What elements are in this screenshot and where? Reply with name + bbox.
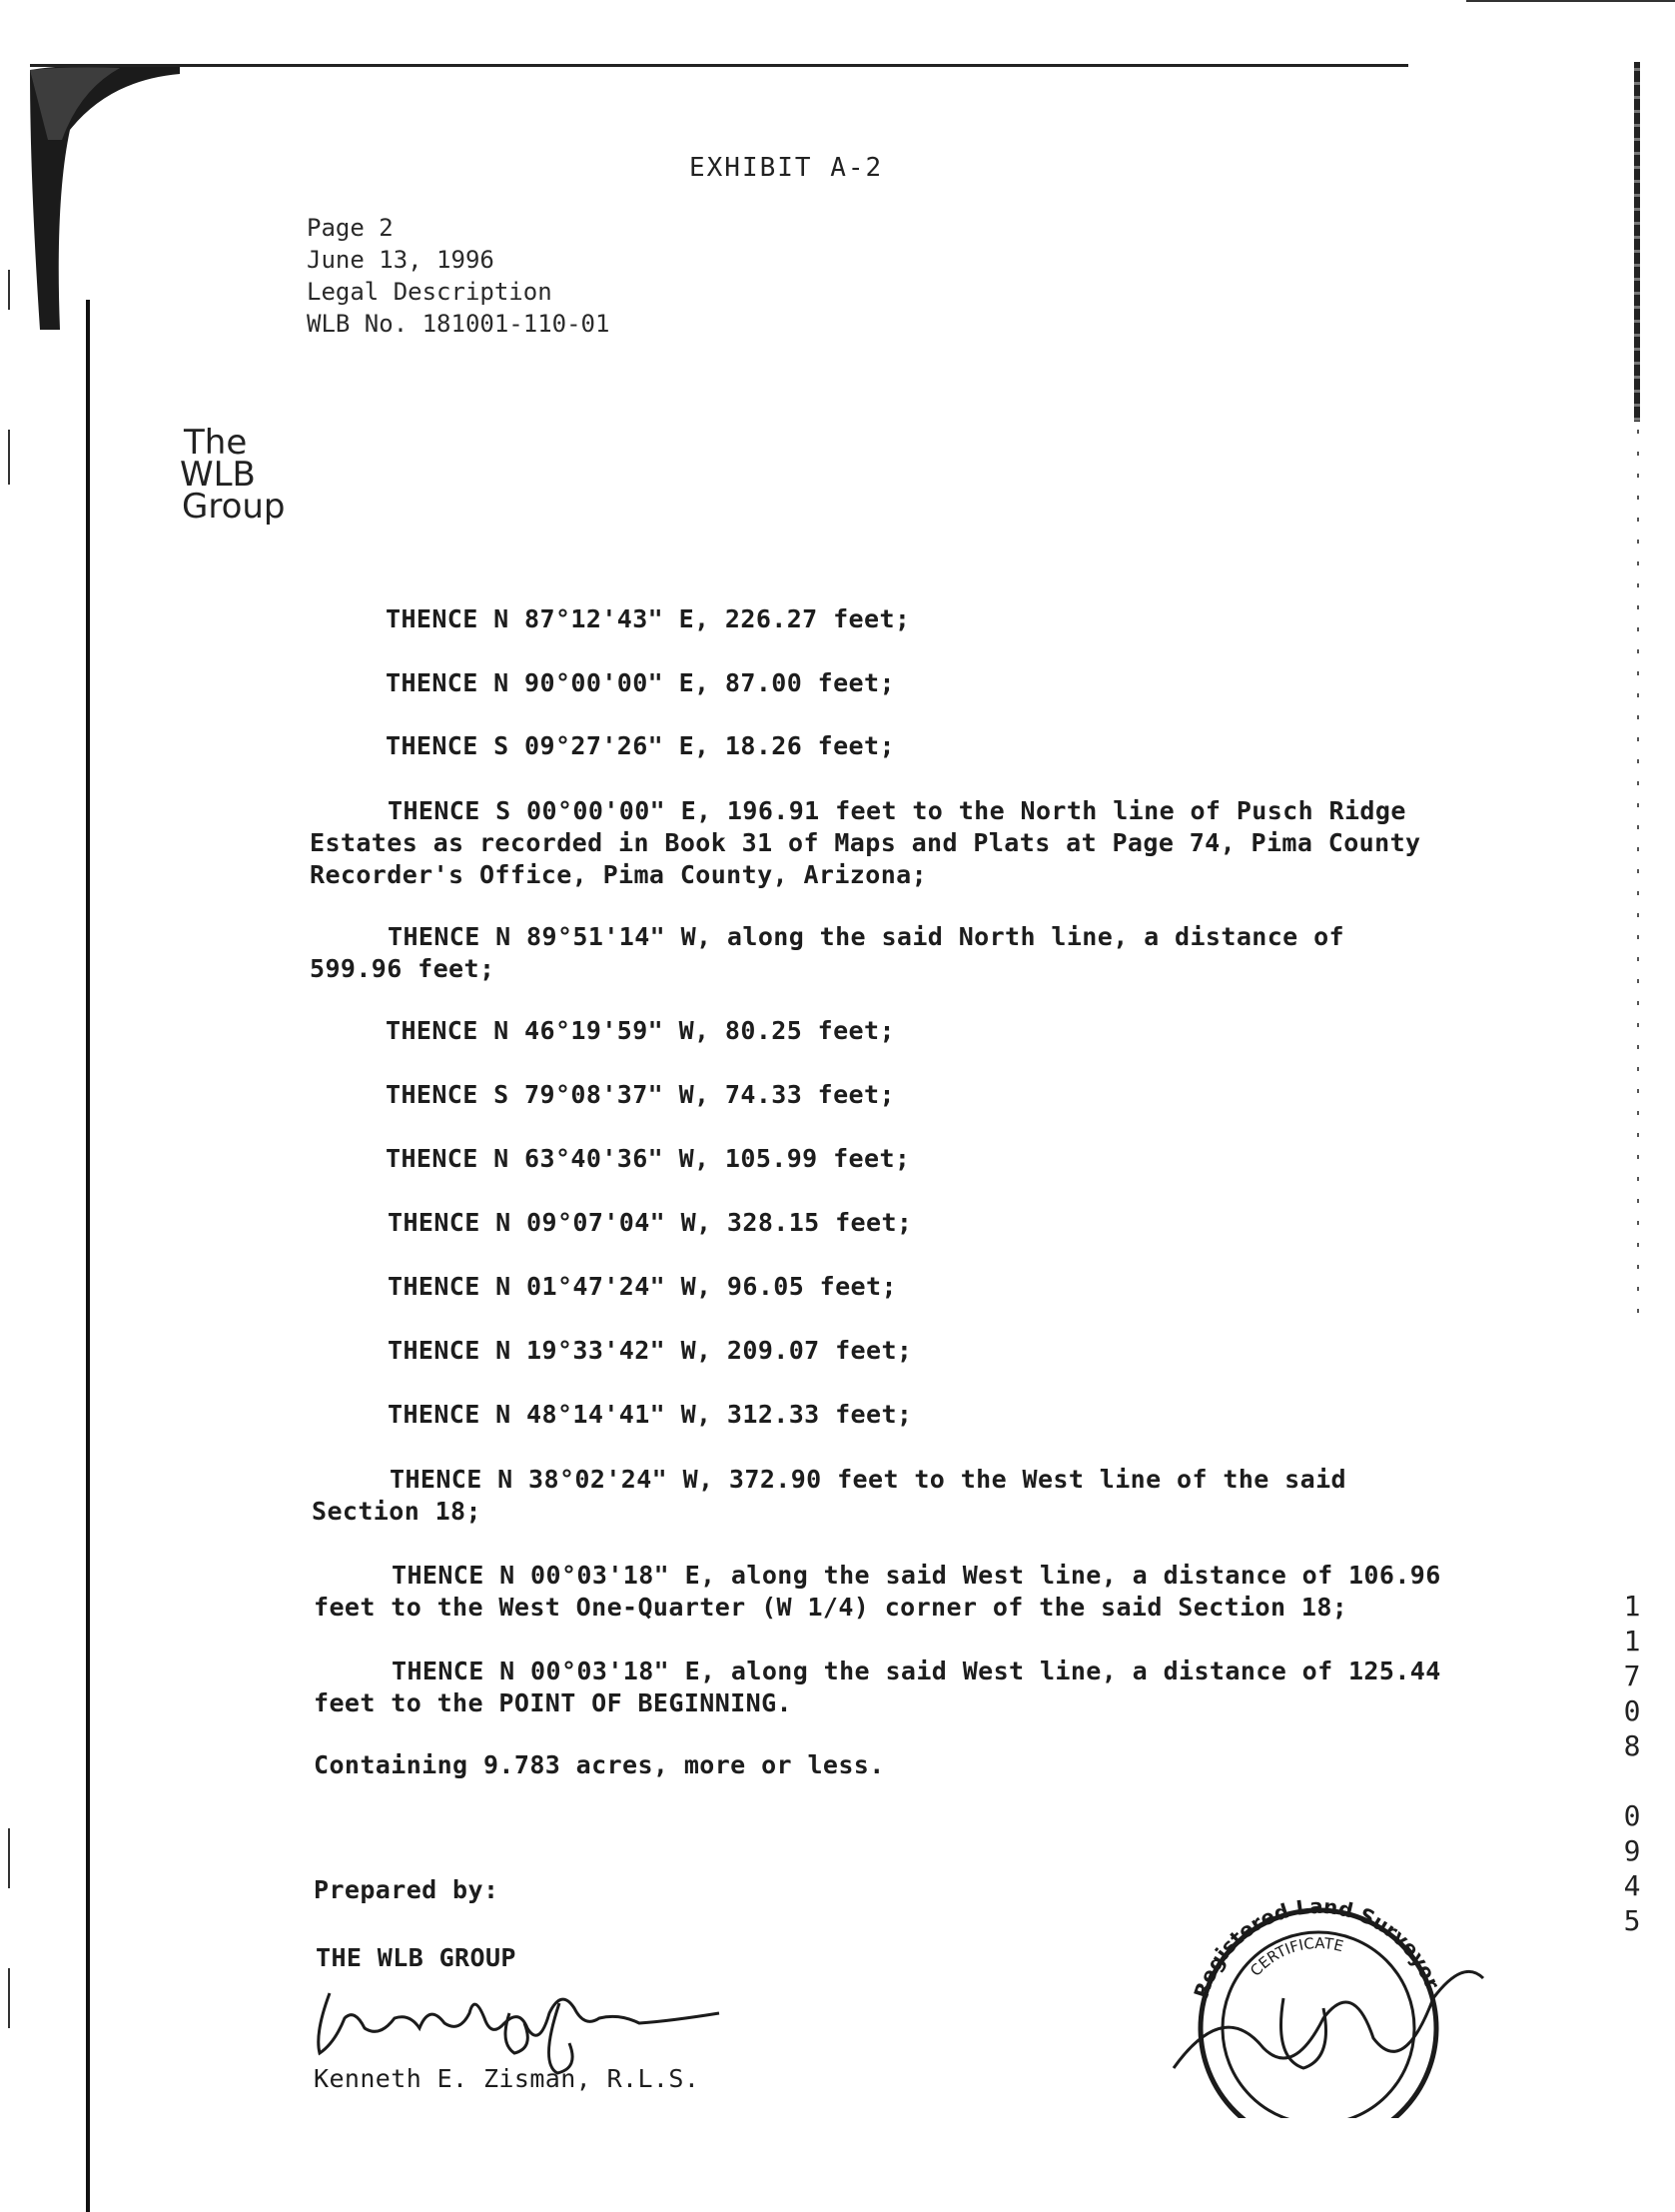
wlb-group-logo xyxy=(180,423,340,548)
course-line: THENCE S 09°27'26" E, 18.26 feet; xyxy=(386,731,895,760)
course-line: THENCE N 46°19'59" W, 80.25 feet; xyxy=(386,1016,895,1045)
seal-top-text: Registered Land Surveyor xyxy=(1189,1893,1445,2001)
north-line-2: 599.96 feet; xyxy=(310,954,495,983)
scan-top-rule xyxy=(30,64,1408,67)
scan-corner-artifact xyxy=(0,0,260,330)
document-date: June 13, 1996 xyxy=(307,246,494,274)
doc-number-gap xyxy=(1620,1763,1644,1798)
scan-left-edge xyxy=(86,300,90,2212)
scan-right-dots xyxy=(1637,430,1639,1329)
scan-top-edge xyxy=(1466,0,1675,2)
course-line: THENCE N 01°47'24" W, 96.05 feet; xyxy=(388,1272,897,1301)
west-line-1: THENCE N 38°02'24" W, 372.90 feet to the West line of the said xyxy=(390,1465,1346,1494)
course-line: THENCE N 63°40'36" W, 105.99 feet; xyxy=(386,1144,911,1173)
course-line: THENCE N 09°07'04" W, 328.15 feet; xyxy=(388,1208,913,1237)
course-line: THENCE N 90°00'00" E, 87.00 feet; xyxy=(386,668,895,697)
course-line: THENCE N 48°14'41" W, 312.33 feet; xyxy=(388,1400,913,1429)
quarter-line-2: feet to the West One-Quarter (W 1/4) corner of the said Section 18; xyxy=(314,1593,1348,1622)
pob-line-1: THENCE N 00°03'18" E, along the said West line, a distance of 125.44 xyxy=(392,1657,1441,1685)
doc-number-digit: 4 xyxy=(1623,1869,1641,1902)
course-line: THENCE N 87°12'43" E, 226.27 feet; xyxy=(386,604,911,633)
course-line: THENCE N 19°33'42" W, 209.07 feet; xyxy=(388,1336,913,1365)
scan-left-tick xyxy=(8,1828,10,1888)
prepared-company: THE WLB GROUP xyxy=(316,1943,516,1972)
exhibit-title: EXHIBIT A-2 xyxy=(689,153,884,183)
scan-right-edge xyxy=(1634,62,1640,422)
seal-cert-text: CERTIFICATE xyxy=(1247,1933,1345,1980)
wlb-number: WLB No. 181001-110-01 xyxy=(307,310,610,338)
pob-line-2: feet to the POINT OF BEGINNING. xyxy=(314,1688,792,1717)
logo-line-group: Group xyxy=(182,487,286,527)
logo-line-the: The xyxy=(184,423,248,463)
doc-number-digit: 1 xyxy=(1623,1625,1641,1658)
surveyor-name: Kenneth E. Zisman, R.L.S. xyxy=(314,2064,700,2093)
surveyor-seal xyxy=(1164,1878,1493,2118)
document-type: Legal Description xyxy=(307,278,552,306)
doc-number-digit: 0 xyxy=(1623,1799,1641,1832)
pusch-line-2: Estates as recorded in Book 31 of Maps and Plats at Page 74, Pima County xyxy=(310,828,1421,857)
page-number: Page 2 xyxy=(307,214,394,242)
pusch-line-3: Recorder's Office, Pima County, Arizona; xyxy=(310,860,928,889)
doc-number-digit: 1 xyxy=(1623,1590,1641,1623)
quarter-line-1: THENCE N 00°03'18" E, along the said West line, a distance of 106.96 xyxy=(392,1561,1441,1590)
west-line-2: Section 18; xyxy=(312,1497,481,1526)
logo-line-wlb: WLB xyxy=(180,455,256,495)
recorder-document-number xyxy=(1620,1589,1644,1938)
pusch-line-1: THENCE S 00°00'00" E, 196.91 feet to the North line of Pusch Ridge xyxy=(388,796,1406,825)
doc-number-digit: 5 xyxy=(1623,1904,1641,1937)
doc-number-digit: 7 xyxy=(1623,1659,1641,1692)
scan-left-tick xyxy=(8,430,10,485)
acreage-statement: Containing 9.783 acres, more or less. xyxy=(314,1750,885,1779)
doc-number-digit: 0 xyxy=(1623,1694,1641,1727)
doc-number-digit: 8 xyxy=(1623,1729,1641,1762)
course-line: THENCE S 79°08'37" W, 74.33 feet; xyxy=(386,1080,895,1109)
prepared-by-label: Prepared by: xyxy=(314,1875,499,1904)
svg-text:CERTIFICATE xyxy=(1247,1934,1345,1980)
doc-number-digit: 9 xyxy=(1623,1834,1641,1867)
scan-left-tick xyxy=(8,270,10,310)
north-line-1: THENCE N 89°51'14" W, along the said North line, a distance of xyxy=(388,922,1344,951)
scan-left-tick xyxy=(8,1968,10,2028)
